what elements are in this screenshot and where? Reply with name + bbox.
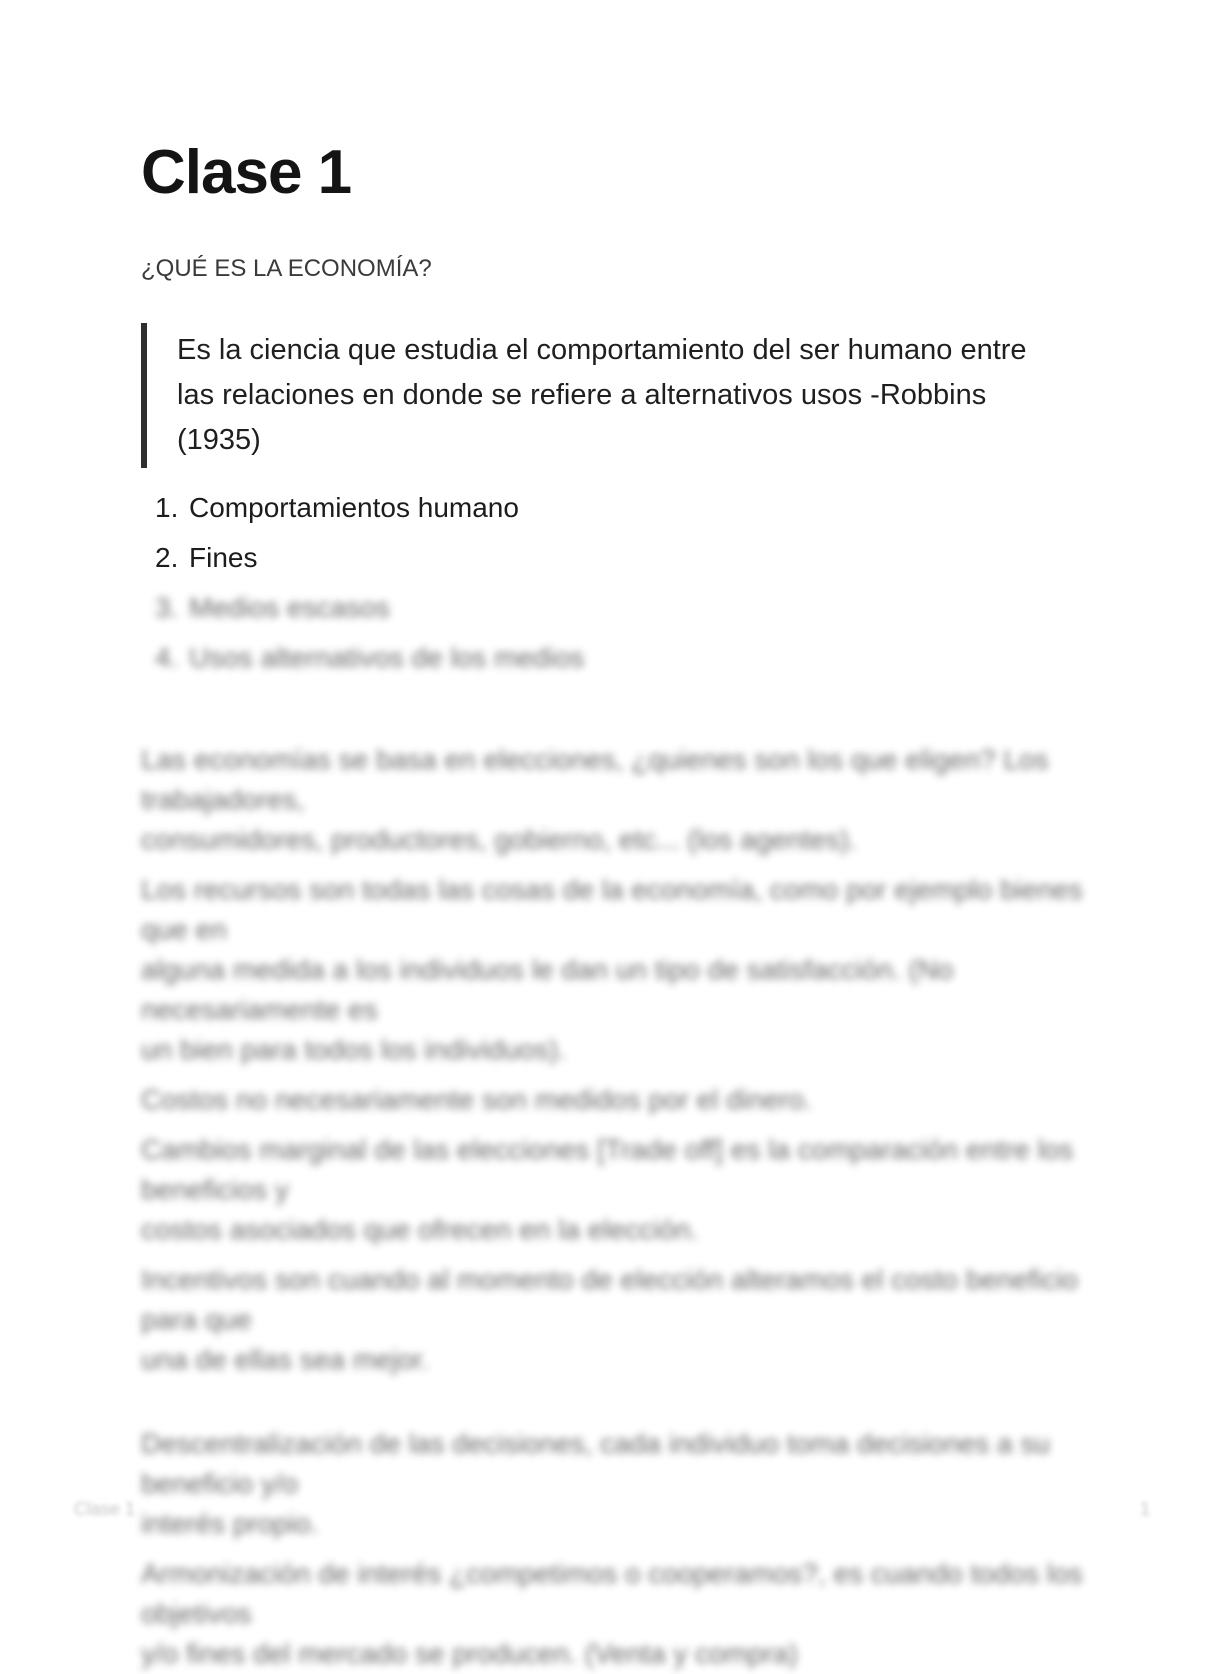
list-item [141,492,1085,524]
paragraph-line: un bien para todos los individuos). [141,1034,566,1066]
paragraph-line: Las economías se basa en elecciones, ¿quienes son los que eligen? Los trabajadores, [141,744,1049,816]
page-title: Clase 1 [141,138,352,207]
paragraph [141,1080,1085,1120]
list-item-number: 2. [155,542,179,574]
paragraphs-section [141,740,1085,1674]
paragraph-line: Descentralización de las decisiones, cada individuo toma decisiones a su beneficio y/o [141,1428,1050,1500]
paragraph-line: alguna medida a los individuos le dan un tipo de satisfacción. (No necesariamente es [141,954,954,1026]
paragraph [141,870,1085,1070]
list-item [141,642,1085,674]
quote-line: las relaciones en donde se refiere a alternativos usos -Robbins [177,379,987,412]
paragraph-line: interés propio. [141,1508,319,1540]
paragraph-line: consumidores, productores, gobierno, etc... (los agentes). [141,824,857,856]
footer-doc-title: Clase 1 [74,1499,136,1519]
quote-line: Es la ciencia que estudia el comportamiento del ser humano entre [177,334,1027,367]
list-item [141,592,1085,624]
paragraph-line: Armonización de interés ¿competimos o cooperamos?, es cuando todos los objetivos [141,1558,1083,1630]
list-item-text: Usos alternativos de los medios [189,642,585,674]
list-item-text: Medios escasos [189,592,390,624]
ordered-list [141,492,1085,692]
paragraph-line: Los recursos son todas las cosas de la economía, como por ejemplo bienes que en [141,874,1083,946]
list-item [141,542,1085,574]
paragraph [141,1130,1085,1250]
paragraph-line: Incentivos son cuando al momento de elección alteramos el costo beneficio para que [141,1264,1078,1336]
section-heading: ¿QUÉ ES LA ECONOMÍA? [141,255,432,283]
list-item-text: Comportamientos humano [189,492,519,524]
list-item-number: 4. [155,642,179,674]
paragraph [141,1424,1085,1544]
list-item-number: 3. [155,592,179,624]
list-item-text: Fines [189,542,258,574]
paragraph-line: una de ellas sea mejor. [141,1344,429,1376]
list-item-number: 1. [155,492,179,524]
quote-line: (1935) [177,424,261,457]
paragraph-line: y/o fines del mercado se producen. (Venta y compra) [141,1638,798,1670]
paragraph-line: Costos no necesariamente son medidos por el dinero. [141,1084,812,1116]
paragraph [141,740,1085,860]
page-footer [0,1498,1224,1520]
paragraph-line: Cambios marginal de las elecciones [Trade off] es la comparación entre los beneficios y [141,1134,1074,1206]
paragraph-line: costos asociados que ofrecen en la elección. [141,1214,699,1246]
footer-page-number: 1 [1139,1499,1150,1519]
paragraph [141,1260,1085,1380]
blockquote [141,323,1085,468]
paragraph [141,1554,1085,1674]
